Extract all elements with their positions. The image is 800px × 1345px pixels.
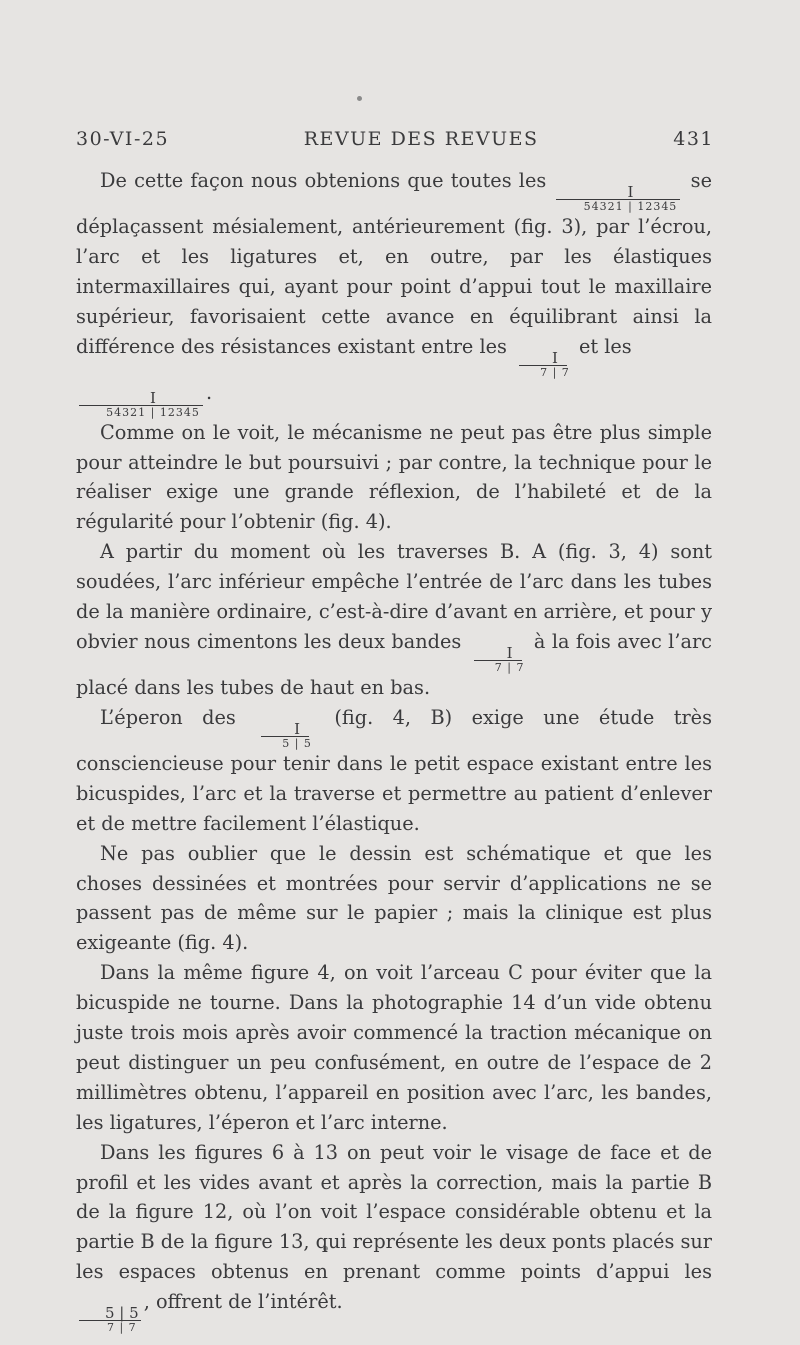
paragraph-4: L’éperon des $\frac{I}{5 | 5}$ (fig. 4, B) exige une étude très consciencieuse pour tenir dans le petit espace existant entre les bicuspides, l’arc et la traverse et permettre au patient d’enlever et de mettre facilement l’élastique.	[76, 705, 712, 835]
dental-formula-54321-12345-second: $\frac{I}{54321 | 12345}$	[79, 391, 203, 418]
dental-formula-7-7: $\frac{I}{7 | 7}$	[516, 351, 570, 378]
running-header	[76, 128, 714, 150]
paragraph-7: Dans les figures 6 à 13 on peut voir le visage de face et de profil et les vides avant et après la correction, mais la partie B de la figure 12, où l’on voit l’espace considérable obtenu et la partie B de la figure 13, qui représente les deux ponts placés sur les espaces obtenus en prenant comme points d’appui les $\frac{5 | 5}{7 | 7}$ , offrent de l’intérêt.	[76, 1140, 712, 1335]
paragraph-6: Dans la même figure 4, on voit l’arceau C pour éviter que la bicuspide ne tourne. Dans la photographie 14 d’un vide obtenu juste trois mois après avoir commencé la traction mécanique on peut distinguer un peu confusément, en outre de l’espace de 2 millimètres obtenu, l’appareil en position avec l’arc, les bandes, les ligatures, l’éperon et l’arc interne.	[76, 961, 712, 1134]
header-date: 30-VI-25	[76, 128, 170, 150]
article-body	[76, 166, 712, 1333]
paragraph-3: A partir du moment où les traverses B. A (fig. 3, 4) sont soudées, l’arc inférieur empêche l’entrée de l’arc dans les tubes de la manière ordinaire, c’est-à-dire d’avant en arrière, et pour y obvier nous cimentons les deux bandes $\frac{I}{7 | 7}$ à la fois avec l’arc placé dans les tubes de haut en bas.	[76, 540, 712, 699]
header-title: REVUE DES REVUES	[303, 128, 539, 150]
dental-formula-54321-12345: $\frac{I}{54321 | 12345}$	[556, 185, 680, 212]
dental-formula-5-5-over-7-7: $\frac{5 | 5}{7 | 7}$	[79, 1306, 141, 1333]
page-number: 431	[673, 128, 714, 150]
paragraph-1: De cette façon nous obtenions que toutes les $\frac{I}{54321 | 12345}$ se déplaçassent mésialement, antérieurement (fig. 3), par l’écrou, l’arc et les ligatures et, en outre, par les élastiques intermaxillaires qui, ayant pour point d’appui tout le maxillaire supérieur, favorisaient cette avance en équilibrant ainsi la différence des résistances existant entre les $\frac{I}{7 | 7}$ et les $\frac{I}{54321 | 12345}$ .	[76, 169, 712, 419]
dental-formula-5-5: $\frac{I}{5 | 5}$	[258, 722, 312, 749]
paragraph-5: Ne pas oublier que le dessin est schématique et que les choses dessinées et montrées pour servir d’applications ne se passent pas de même sur le papier ; mais la clinique est plus exigeante (fig. 4).	[76, 841, 712, 955]
paragraph-2: Comme on le voit, le mécanisme ne peut pas être plus simple pour atteindre le but poursuivi ; par contre, la technique pour le réaliser exige une grande réflexion, de l’habileté et de la régularité pour l’obtenir (fig. 4).	[76, 420, 712, 534]
ink-speck-top	[357, 96, 362, 101]
dental-formula-7-7-bands: $\frac{I}{7 | 7}$	[471, 646, 525, 673]
